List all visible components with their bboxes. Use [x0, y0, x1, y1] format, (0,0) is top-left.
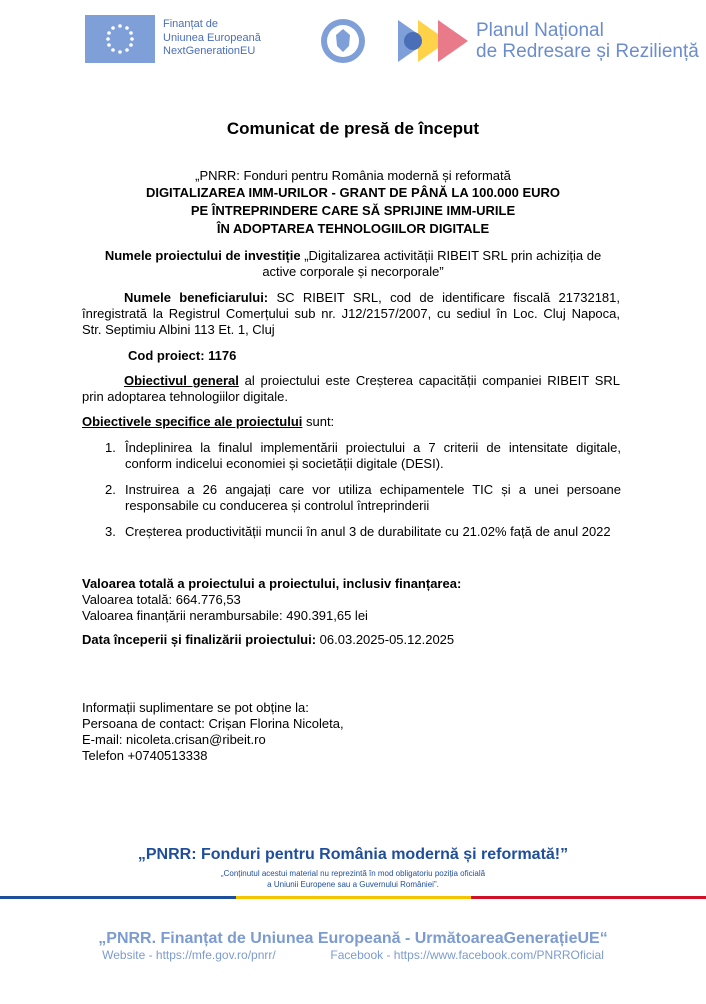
eu-line3: NextGenerationEU — [163, 45, 256, 57]
list-item-line1: Instruirea a 26 angajați care vor utiliza echipamentele TIC și a unei persoane — [125, 482, 621, 497]
facebook-label: Facebook - — [330, 948, 394, 962]
general-objective — [82, 373, 620, 405]
objectives-list — [105, 440, 621, 550]
specific-objectives-heading — [82, 414, 334, 430]
general-objective-label: Obiectivul general — [124, 373, 239, 388]
list-item-line2: conform indicelui economiei și societății digitale (DESI). — [125, 456, 444, 471]
heading-line1: DIGITALIZAREA IMM-URILOR - GRANT DE PÂNĂ LA 100.000 EURO — [145, 185, 561, 200]
footer-links — [0, 948, 706, 962]
beneficiary-line1: SC RIBEIT SRL, cod de identificare fiscală 21732181, — [268, 290, 620, 305]
footer-slogan-eu: „PNRR. Finanțat de Uniunea Europeană - UrmătoareaGenerațieUE“ — [98, 930, 608, 947]
contact-email: E-mail: nicoleta.crisan@ribeit.ro — [82, 732, 266, 747]
list-item-number: 1. — [105, 440, 116, 455]
divider-blue — [0, 896, 236, 899]
tricolor-divider — [0, 896, 706, 899]
project-code — [128, 348, 236, 364]
beneficiary-label: Numele beneficiarului: — [124, 290, 269, 305]
values-block — [82, 576, 461, 624]
specific-label: Obiectivele specifice ale proiectului — [82, 414, 303, 429]
list-item-line1: Îndeplinirea la finalul implementării proiectului a 7 criterii de intensitate digitale, — [125, 440, 621, 455]
website-link[interactable]: https://mfe.gov.ro/pnrr/ — [155, 948, 276, 962]
footer-disclaimer — [0, 868, 706, 890]
eu-line1: Finanțat de — [163, 18, 219, 30]
footer-slogan: „PNRR: Fonduri pentru România modernă și reformată!” — [137, 846, 569, 863]
subtitle: „PNRR: Fonduri pentru România modernă și reformată — [195, 168, 511, 183]
eu-funding-text — [163, 18, 261, 59]
pnrr-logo — [398, 20, 468, 62]
value-grant: Valoarea finanțării nerambursabile: 490.391,65 lei — [82, 608, 368, 623]
heading-line3: ÎN ADOPTAREA TEHNOLOGIILOR DIGITALE — [216, 221, 490, 236]
contact-phone: Telefon +0740513338 — [82, 748, 208, 763]
divider-red — [471, 896, 706, 899]
list-item — [105, 440, 621, 472]
project-name — [0, 248, 706, 264]
beneficiary-line3: Str. Septimiu Albini 113 Et. 1, Cluj — [82, 322, 275, 337]
government-seal-logo — [320, 18, 366, 64]
code-label: Cod proiect: — [128, 348, 205, 363]
dates-value: 06.03.2025-05.12.2025 — [316, 632, 455, 647]
list-item — [105, 524, 621, 540]
list-item-line2: responsabile cu conducerea și controlul întreprinderii — [125, 498, 430, 513]
pnrr-line1: Planul Național — [476, 20, 604, 41]
facebook-link[interactable]: https://www.facebook.com/PNRROficial — [393, 948, 604, 962]
list-item-number: 3. — [105, 524, 116, 539]
pnrr-title-text — [476, 20, 699, 62]
eu-flag-logo — [85, 15, 155, 63]
eu-line2: Uniunea Europeană — [163, 31, 261, 44]
disclaimer-line2: a Uniunii Europene sau a Guvernului României”. — [267, 880, 439, 889]
pnrr-line2: de Redresare și Reziliență — [476, 41, 699, 62]
list-item-line1: Creșterea productivității muncii în anul 3 de durabilitate cu 21.02% față de anul 2022 — [125, 524, 611, 539]
project-label: Numele proiectului de investiție — [104, 248, 301, 263]
list-item — [105, 482, 621, 514]
contact-intro: Informații suplimentare se pot obține la: — [82, 700, 309, 715]
contact-person: Persoana de contact: Crișan Florina Nicoleta, — [82, 716, 344, 731]
contact-block — [82, 700, 344, 764]
dates-label: Data începerii și finalizării proiectului: — [82, 632, 317, 647]
list-item-number: 2. — [105, 482, 116, 497]
website-label: Website - — [102, 948, 156, 962]
project-dates — [82, 632, 454, 648]
general-objective-line2: prin adoptarea tehnologiilor digitale. — [82, 389, 288, 404]
value-total: Valoarea totală: 664.776,53 — [82, 592, 241, 607]
disclaimer-line1: „Conținutul acestui material nu reprezintă în mod obligatoriu poziția oficială — [220, 869, 486, 878]
project-name-line1: „Digitalizarea activității RIBEIT SRL prin achiziția de — [300, 248, 602, 263]
beneficiary-line2: înregistrată la Registrul Comerțului sub nr. J12/2157/2007, cu sediul în Loc. Cluj Napoca, — [82, 306, 620, 321]
beneficiary-block — [82, 290, 620, 338]
page-title: Comunicat de presă de început — [226, 119, 480, 138]
values-label: Valoarea totală a proiectului a proiectului, inclusiv finanțarea: — [82, 576, 462, 591]
code-value: 1176 — [204, 348, 237, 363]
divider-yellow — [236, 896, 471, 899]
specific-suffix: sunt: — [302, 414, 335, 429]
project-name-line2: active corporale și necorporale” — [262, 264, 444, 279]
heading-line2: PE ÎNTREPRINDERE CARE SĂ SPRIJINE IMM-URILE — [190, 203, 516, 218]
general-objective-line1: al proiectului este Creșterea capacității companiei RIBEIT SRL — [238, 373, 620, 388]
